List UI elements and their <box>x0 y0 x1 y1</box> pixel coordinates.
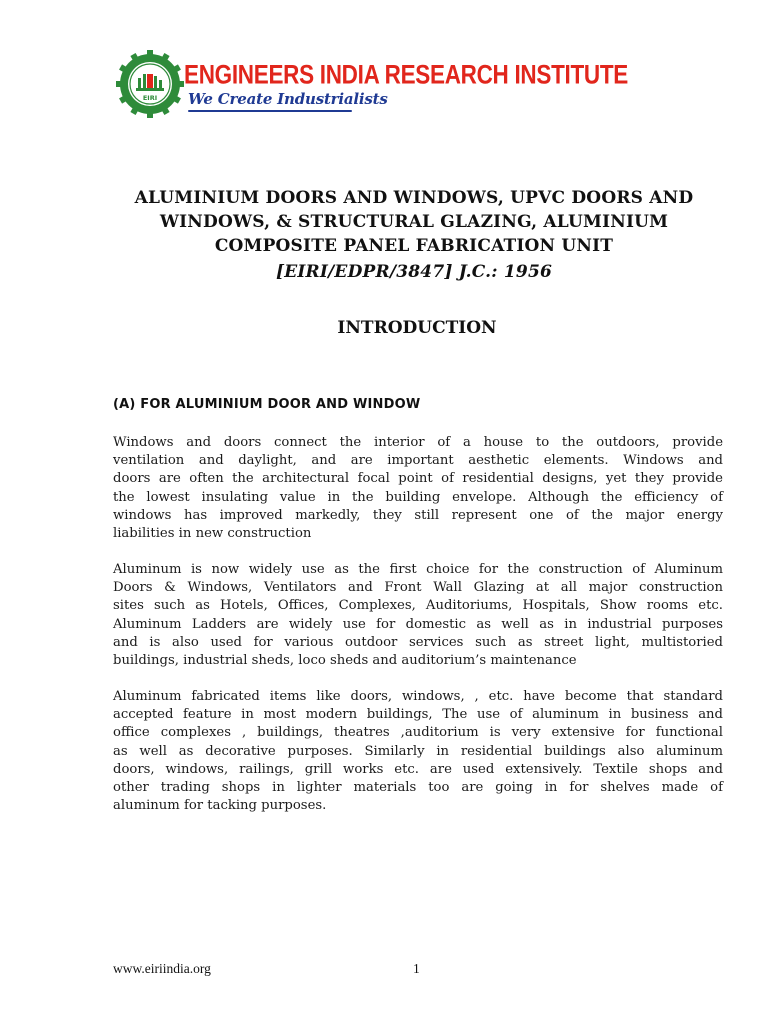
paragraph-2 <box>113 561 723 670</box>
report-code: [EIRI/EDPR/3847] J.C.: 1956 <box>275 262 553 282</box>
paragraph-line: doors are often the architectural focal point of residential designs, yet they provide <box>113 471 723 487</box>
paragraph-3 <box>113 688 723 815</box>
paragraph-line: Aluminum is now widely use as the first choice for the construction of Aluminum <box>113 562 723 577</box>
paragraph-line: other trading shops in lighter materials too are going in for shelves made of <box>113 780 723 796</box>
paragraph-line: ventilation and daylight, and are important aesthetic elements. Windows and <box>113 453 723 469</box>
paragraph-line: as well as decorative purposes. Similarly in residential buildings also aluminum <box>113 743 723 759</box>
header-logo-block <box>114 46 629 122</box>
paragraph-line: the lowest insulating value in the building envelope. Although the efficiency of <box>113 489 723 505</box>
section-heading: (A) FOR ALUMINIUM DOOR AND WINDOW <box>113 397 421 412</box>
seal-text: EIRI <box>142 94 158 102</box>
paragraph-line: Aluminum fabricated items like doors, windows, , etc. have become that standard <box>113 689 723 704</box>
introduction-heading: INTRODUCTION <box>337 318 497 338</box>
paragraph-line: Aluminum Ladders are widely use for domestic as well as in industrial purposes <box>113 616 723 632</box>
paragraph-line: Windows and doors connect the interior of a house to the outdoors, provide <box>113 435 723 450</box>
report-title-line-2: WINDOWS, & STRUCTURAL GLAZING, ALUMINIUM <box>159 212 669 232</box>
page-number: 1 <box>413 961 420 976</box>
eiri-seal-logo <box>116 50 184 118</box>
organization-tagline: We Create Industrialists <box>188 90 388 108</box>
organization-name: ENGINEERS INDIA RESEARCH INSTITUTE <box>184 60 629 90</box>
paragraph-line: aluminum for tacking purposes. <box>113 798 327 814</box>
paragraph-1 <box>113 434 723 543</box>
report-title-line-3: COMPOSITE PANEL FABRICATION UNIT <box>214 236 614 256</box>
paragraph-line: windows has improved markedly, they still represent one of the major energy <box>113 507 723 523</box>
paragraph-line: buildings, industrial sheds, loco sheds and auditorium’s maintenance <box>113 653 577 669</box>
footer-website-link[interactable]: www.eiriindia.org <box>113 961 211 976</box>
report-title-line-1: ALUMINIUM DOORS AND WINDOWS, UPVC DOORS AND <box>134 188 694 208</box>
paragraph-line: liabilities in new construction <box>113 526 312 542</box>
paragraph-line: and is also used for various outdoor services such as street light, multistoried <box>113 634 723 650</box>
tagline-underline <box>188 110 352 112</box>
paragraph-line: accepted feature in most modern buildings, The use of aluminum in business and <box>113 707 723 723</box>
paragraph-line: office complexes , buildings, theatres ,auditorium is very extensive for functional <box>113 725 723 741</box>
paragraph-line: Doors & Windows, Ventilators and Front Wall Glazing at all major construction <box>113 580 723 596</box>
paragraph-line: sites such as Hotels, Offices, Complexes, Auditoriums, Hospitals, Show rooms etc. <box>113 598 723 614</box>
paragraph-line: doors, windows, railings, grill works etc. are used extensively. Textile shops and <box>113 761 723 777</box>
